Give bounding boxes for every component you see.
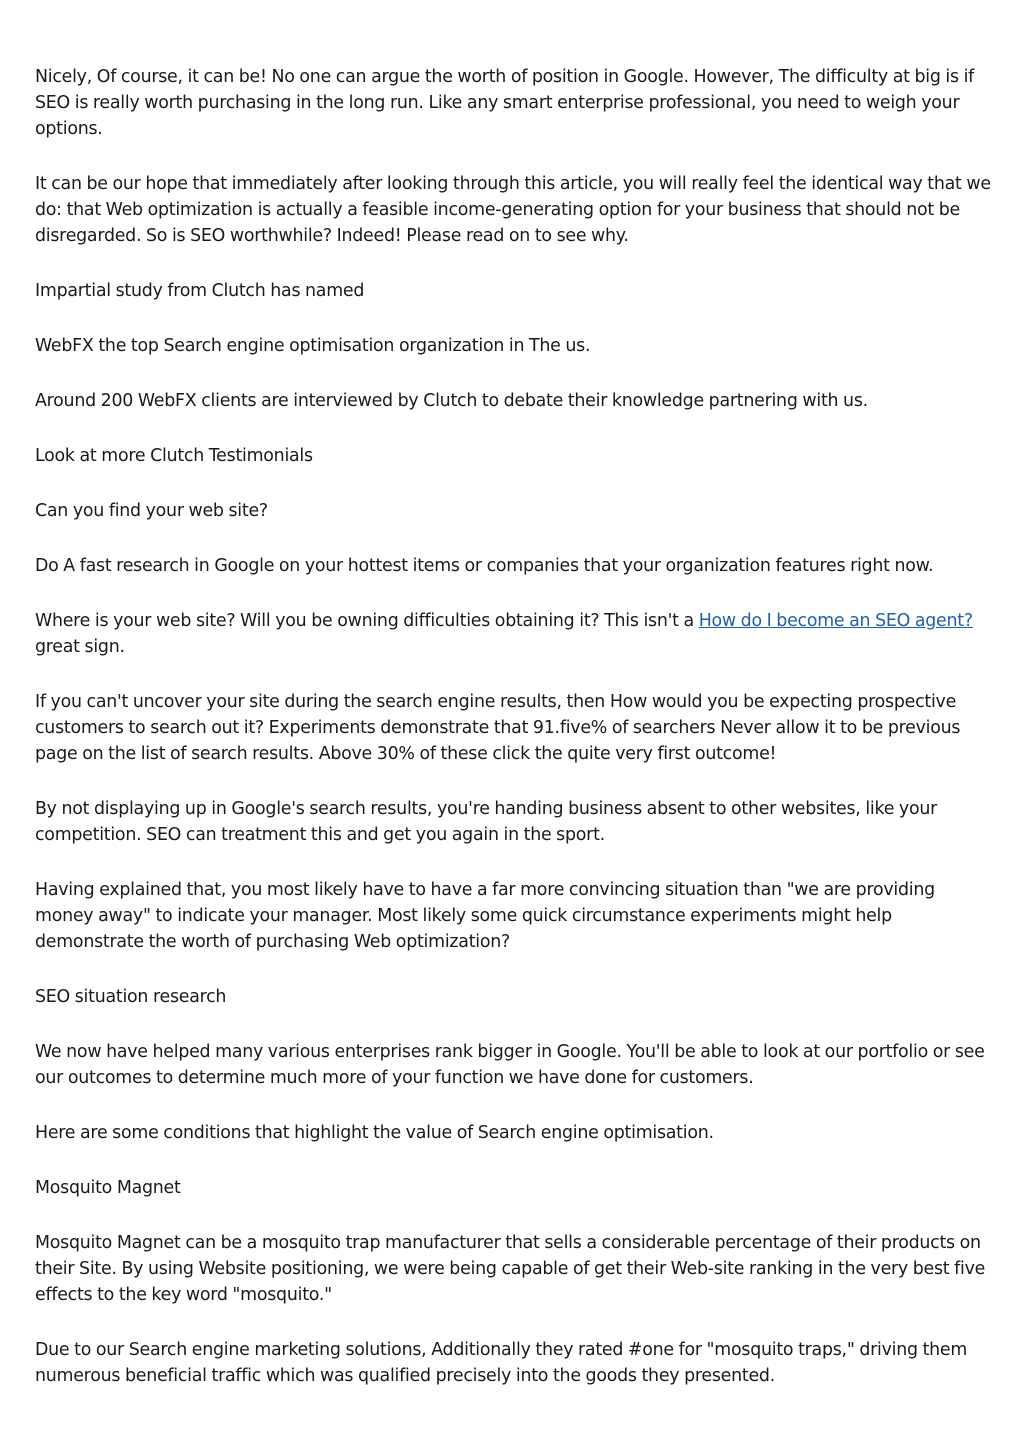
document-body	[35, 64, 993, 1418]
paragraph: It can be our hope that immediately after looking through this article, you will really feel the identical way that we do: that Web optimization is actually a feasible income-generating option for your business that should not be disregarded. So is SEO worthwhile? Indeed! Please read on to see why.	[35, 174, 991, 246]
paragraph-with-link	[35, 608, 993, 660]
paragraph: Around 200 WebFX clients are interviewed by Clutch to debate their knowledge partnering with us.	[35, 391, 868, 411]
paragraph: Nicely, Of course, it can be! No one can argue the worth of position in Google. However, The difficulty at big is if SEO is really worth purchasing in the long run. Like any smart enterprise professional, you need to weigh your options.	[35, 67, 975, 139]
section-heading: Can you find your web site?	[35, 501, 268, 521]
paragraph: Impartial study from Clutch has named	[35, 281, 365, 301]
paragraph: WebFX the top Search engine optimisation organization in The us.	[35, 336, 591, 356]
paragraph: Here are some conditions that highlight the value of Search engine optimisation.	[35, 1123, 714, 1143]
paragraph: Due to our Search engine marketing solutions, Additionally they rated #one for "mosquito traps," driving them numerous beneficial traffic which was qualified precisely into the goods they presented.	[35, 1340, 968, 1386]
paragraph: We now have helped many various enterprises rank bigger in Google. You'll be able to look at our portfolio or see our outcomes to determine much more of your function we have done for customers.	[35, 1042, 985, 1088]
seo-agent-link[interactable]: How do I become an SEO agent?	[698, 611, 973, 631]
paragraph: Look at more Clutch Testimonials	[35, 446, 313, 466]
paragraph-text: Where is your web site? Will you be owning difficulties obtaining it? This isn't a	[35, 611, 699, 631]
paragraph-text: great sign.	[35, 637, 125, 657]
paragraph: Mosquito Magnet can be a mosquito trap manufacturer that sells a considerable percentage of their products on their Site. By using Website positioning, we were being capable of get their Web-site ranking in the very best five effects to the key word "mosquito."	[35, 1233, 986, 1305]
section-heading: SEO situation research	[35, 987, 227, 1007]
paragraph: Do A fast research in Google on your hottest items or companies that your organization features right now.	[35, 556, 934, 576]
section-heading: Mosquito Magnet	[35, 1178, 181, 1198]
paragraph: Having explained that, you most likely have to have a far more convincing situation than "we are providing money away" to indicate your manager. Most likely some quick circumstance experiments might help demonstrate the worth of purchasing Web optimization?	[35, 880, 935, 952]
paragraph: By not displaying up in Google's search results, you're handing business absent to other websites, like your competition. SEO can treatment this and get you again in the sport.	[35, 799, 938, 845]
paragraph: If you can't uncover your site during the search engine results, then How would you be expecting prospective customers to search out it? Experiments demonstrate that 91.five% of searchers Never allow it to be previous page on the list of search results. Above 30% of these click the quite very first outcome!	[35, 692, 961, 764]
